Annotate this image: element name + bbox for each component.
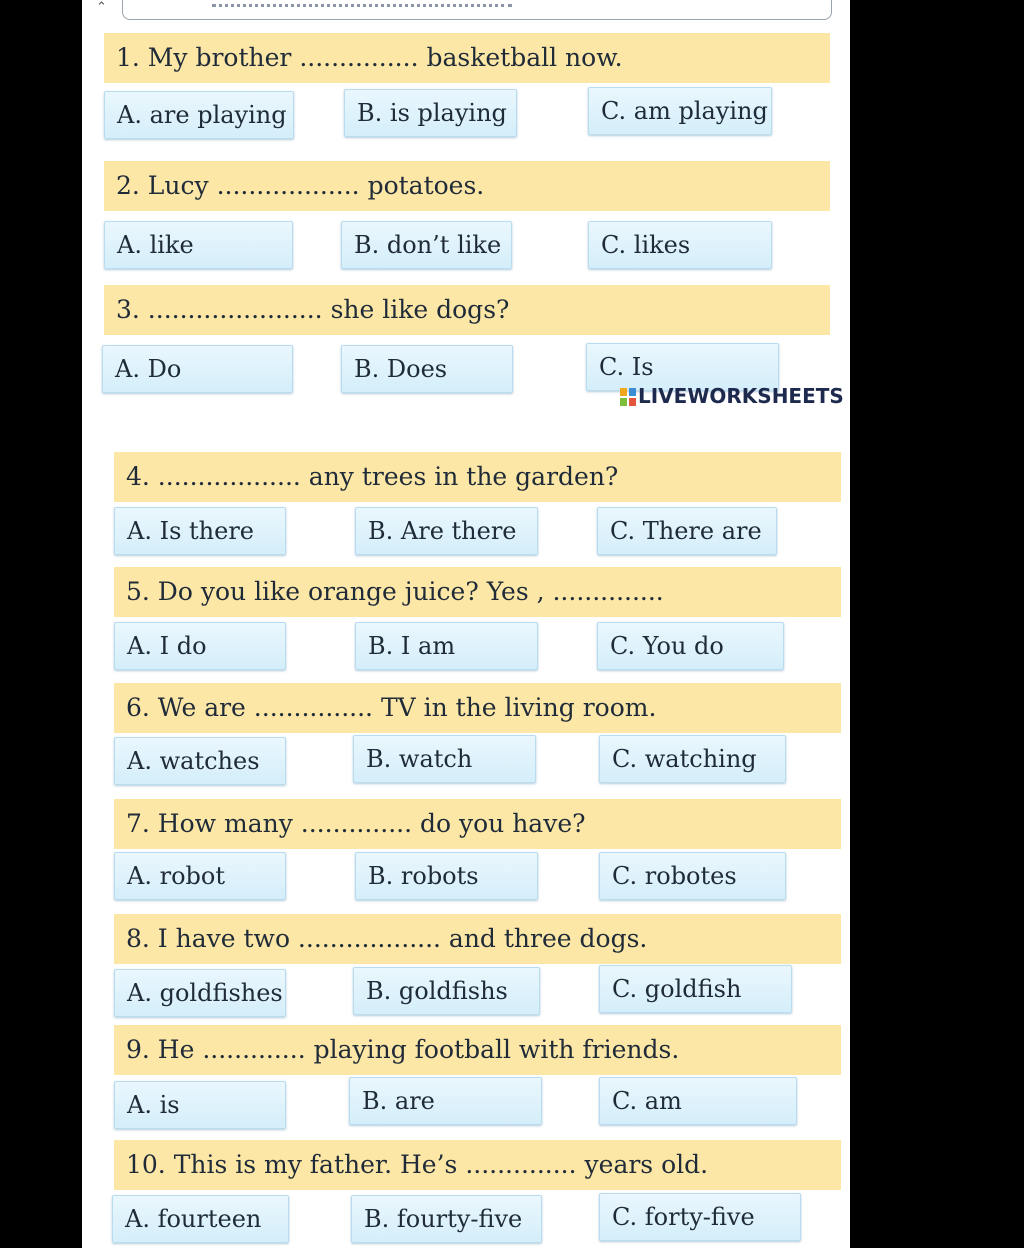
q3-option-b[interactable]: B. Does [341, 345, 513, 393]
q2-option-a[interactable]: A. like [104, 221, 293, 269]
worksheet-page [82, 0, 850, 1248]
q4-option-a[interactable]: A. Is there [114, 507, 286, 555]
q2-option-c[interactable]: C. likes [588, 221, 772, 269]
question-2: 2. Lucy .................. potatoes. [104, 161, 830, 211]
question-5: 5. Do you like orange juice? Yes , .............. [114, 567, 841, 617]
question-3: 3. ...................... she like dogs? [104, 285, 830, 335]
q8-option-c[interactable]: C. goldfish [599, 965, 792, 1013]
brand-text: LIVEWORKSHEETS [638, 384, 844, 408]
liveworksheets-logo-icon [620, 388, 636, 406]
question-6: 6. We are ............... TV in the living room. [114, 683, 841, 733]
q1-option-b[interactable]: B. is playing [344, 89, 517, 137]
q3-option-c[interactable]: C. Is [586, 343, 779, 391]
q4-option-c[interactable]: C. There are [597, 507, 777, 555]
q4-option-b[interactable]: B. Are there [355, 507, 538, 555]
q1-option-c[interactable]: C. am playing [588, 87, 772, 135]
question-8: 8. I have two .................. and three dogs. [114, 914, 841, 964]
q3-option-a[interactable]: A. Do [102, 345, 293, 393]
q6-option-c[interactable]: C. watching [599, 735, 786, 783]
q8-option-a[interactable]: A. goldfishes [114, 969, 286, 1017]
q6-option-a[interactable]: A. watches [114, 737, 286, 785]
q5-option-a[interactable]: A. I do [114, 622, 286, 670]
q7-option-b[interactable]: B. robots [355, 852, 538, 900]
question-7: 7. How many .............. do you have? [114, 799, 841, 849]
liveworksheets-logo [620, 382, 844, 410]
q10-option-a[interactable]: A. fourteen [112, 1195, 289, 1243]
q9-option-c[interactable]: C. am [599, 1077, 797, 1125]
q7-option-a[interactable]: A. robot [114, 852, 286, 900]
q5-option-b[interactable]: B. I am [355, 622, 538, 670]
question-10: 10. This is my father. He’s .............. years old. [114, 1140, 841, 1190]
chevron-up-icon[interactable]: ⌃ [96, 0, 107, 15]
q7-option-c[interactable]: C. robotes [599, 852, 786, 900]
q6-option-b[interactable]: B. watch [353, 735, 536, 783]
question-4: 4. .................. any trees in the garden? [114, 452, 841, 502]
cropped-heading [212, 0, 512, 7]
q10-option-b[interactable]: B. fourty-five [351, 1195, 542, 1243]
q9-option-b[interactable]: B. are [349, 1077, 542, 1125]
question-1: 1. My brother ............... basketball now. [104, 33, 830, 83]
q2-option-b[interactable]: B. don’t like [341, 221, 512, 269]
q10-option-c[interactable]: C. forty-five [599, 1193, 801, 1241]
q8-option-b[interactable]: B. goldfishs [353, 967, 540, 1015]
q1-option-a[interactable]: A. are playing [104, 91, 294, 139]
q9-option-a[interactable]: A. is [114, 1081, 286, 1129]
header-strip [82, 0, 850, 22]
question-9: 9. He ............. playing football with friends. [114, 1025, 841, 1075]
q5-option-c[interactable]: C. You do [597, 622, 784, 670]
